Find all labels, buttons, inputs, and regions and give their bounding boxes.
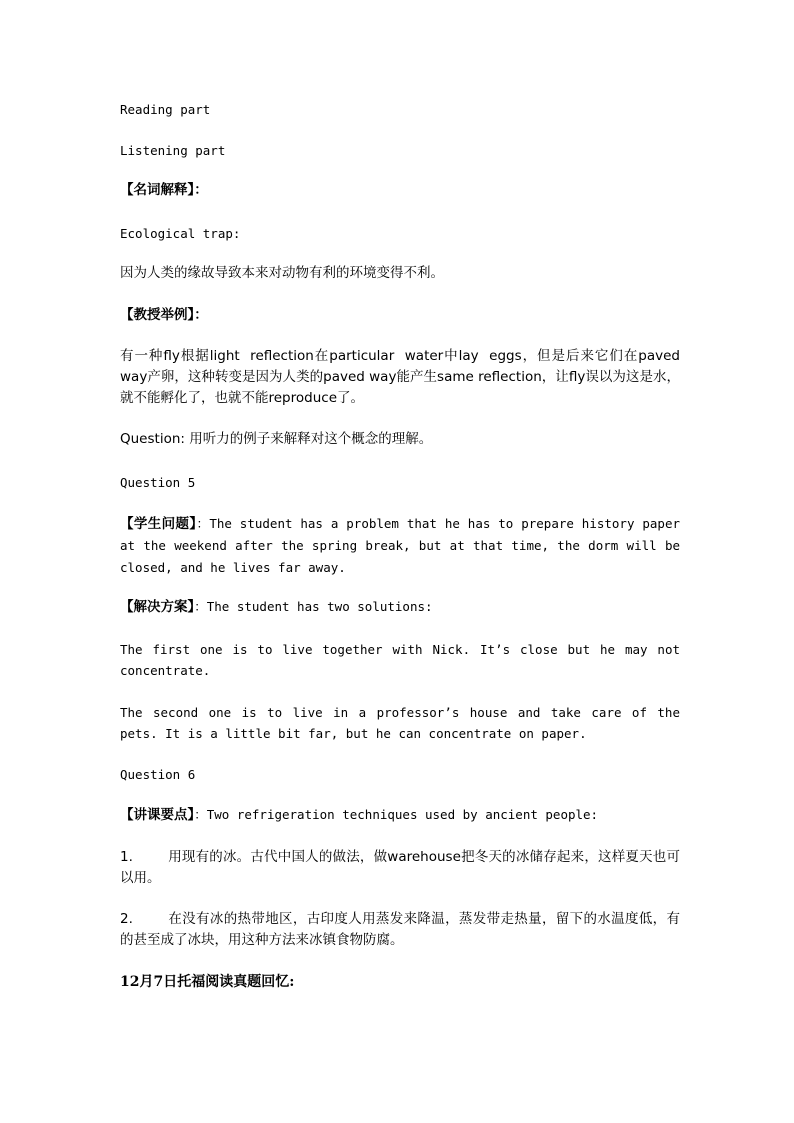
reading-part-line: Reading part [120,102,211,117]
lecture-point-2 [120,909,680,951]
student-problem-label: 【学生问题】 [120,516,197,532]
solution-heading-line [120,596,680,618]
point-2-text: 在没有冰的热带地区，古印度人用蒸发来降温，蒸发带走热量，留下的水温度低，有的甚至成了冰块，用这种方法来冰镇食物防腐。 [120,911,680,948]
professor-example-paragraph: 有一种fly根据light reflection在particular water中lay eggs，但是后来它们在paved way产卵，这种转变是因为人类的paved way能产生same reflection，让fly误以为这是水，就不能孵化了，也就不能reproduce了。 [120,348,685,406]
lecture-label: 【讲课要点】 [120,807,195,823]
point-1-text: 用现有的冰。古代中国人的做法，做warehouse把冬天的冰储存起来，这样夏天也可以用。 [120,849,680,886]
student-problem-paragraph [120,513,688,578]
solution-1-paragraph: The first one is to live together with Nick. It’s close but he may not concentrate. [120,642,688,678]
question-prompt: Question: 用听力的例子来解释对这个概念的理解。 [120,431,433,447]
question-6-heading: Question 6 [120,767,196,782]
student-problem-text: ：The student has a problem that he has to prepare history paper at the weekend after the spring break, but at that time, the dorm will be closed, and he lives far away. [120,516,688,575]
listening-part-line: Listening part [120,143,226,158]
lecture-heading-line [120,804,680,826]
professor-example-heading: 【教授举例】： [120,307,208,323]
solution-2-paragraph: The second one is to live in a professor’s house and take care of the pets. It is a little bit far, but he can concentrate on paper. [120,705,688,741]
question-5-heading: Question 5 [120,475,196,490]
point-2-number: 2. [120,911,133,927]
solution-text: ：The student has two solutions: [194,599,433,614]
point-1-number: 1. [120,849,133,865]
lecture-point-1 [120,847,680,889]
reading-recall-heading: 12月7日托福阅读真题回忆: [120,974,295,990]
term-heading: 【名词解释】： [120,182,208,198]
term-line: Ecological trap: [120,226,241,241]
solution-label: 【解决方案】 [120,599,195,615]
term-definition: 因为人类的缘故导致本来对动物有利的环境变得不利。 [120,265,444,281]
lecture-text: ：Two refrigeration techniques used by ancient people: [194,807,599,822]
